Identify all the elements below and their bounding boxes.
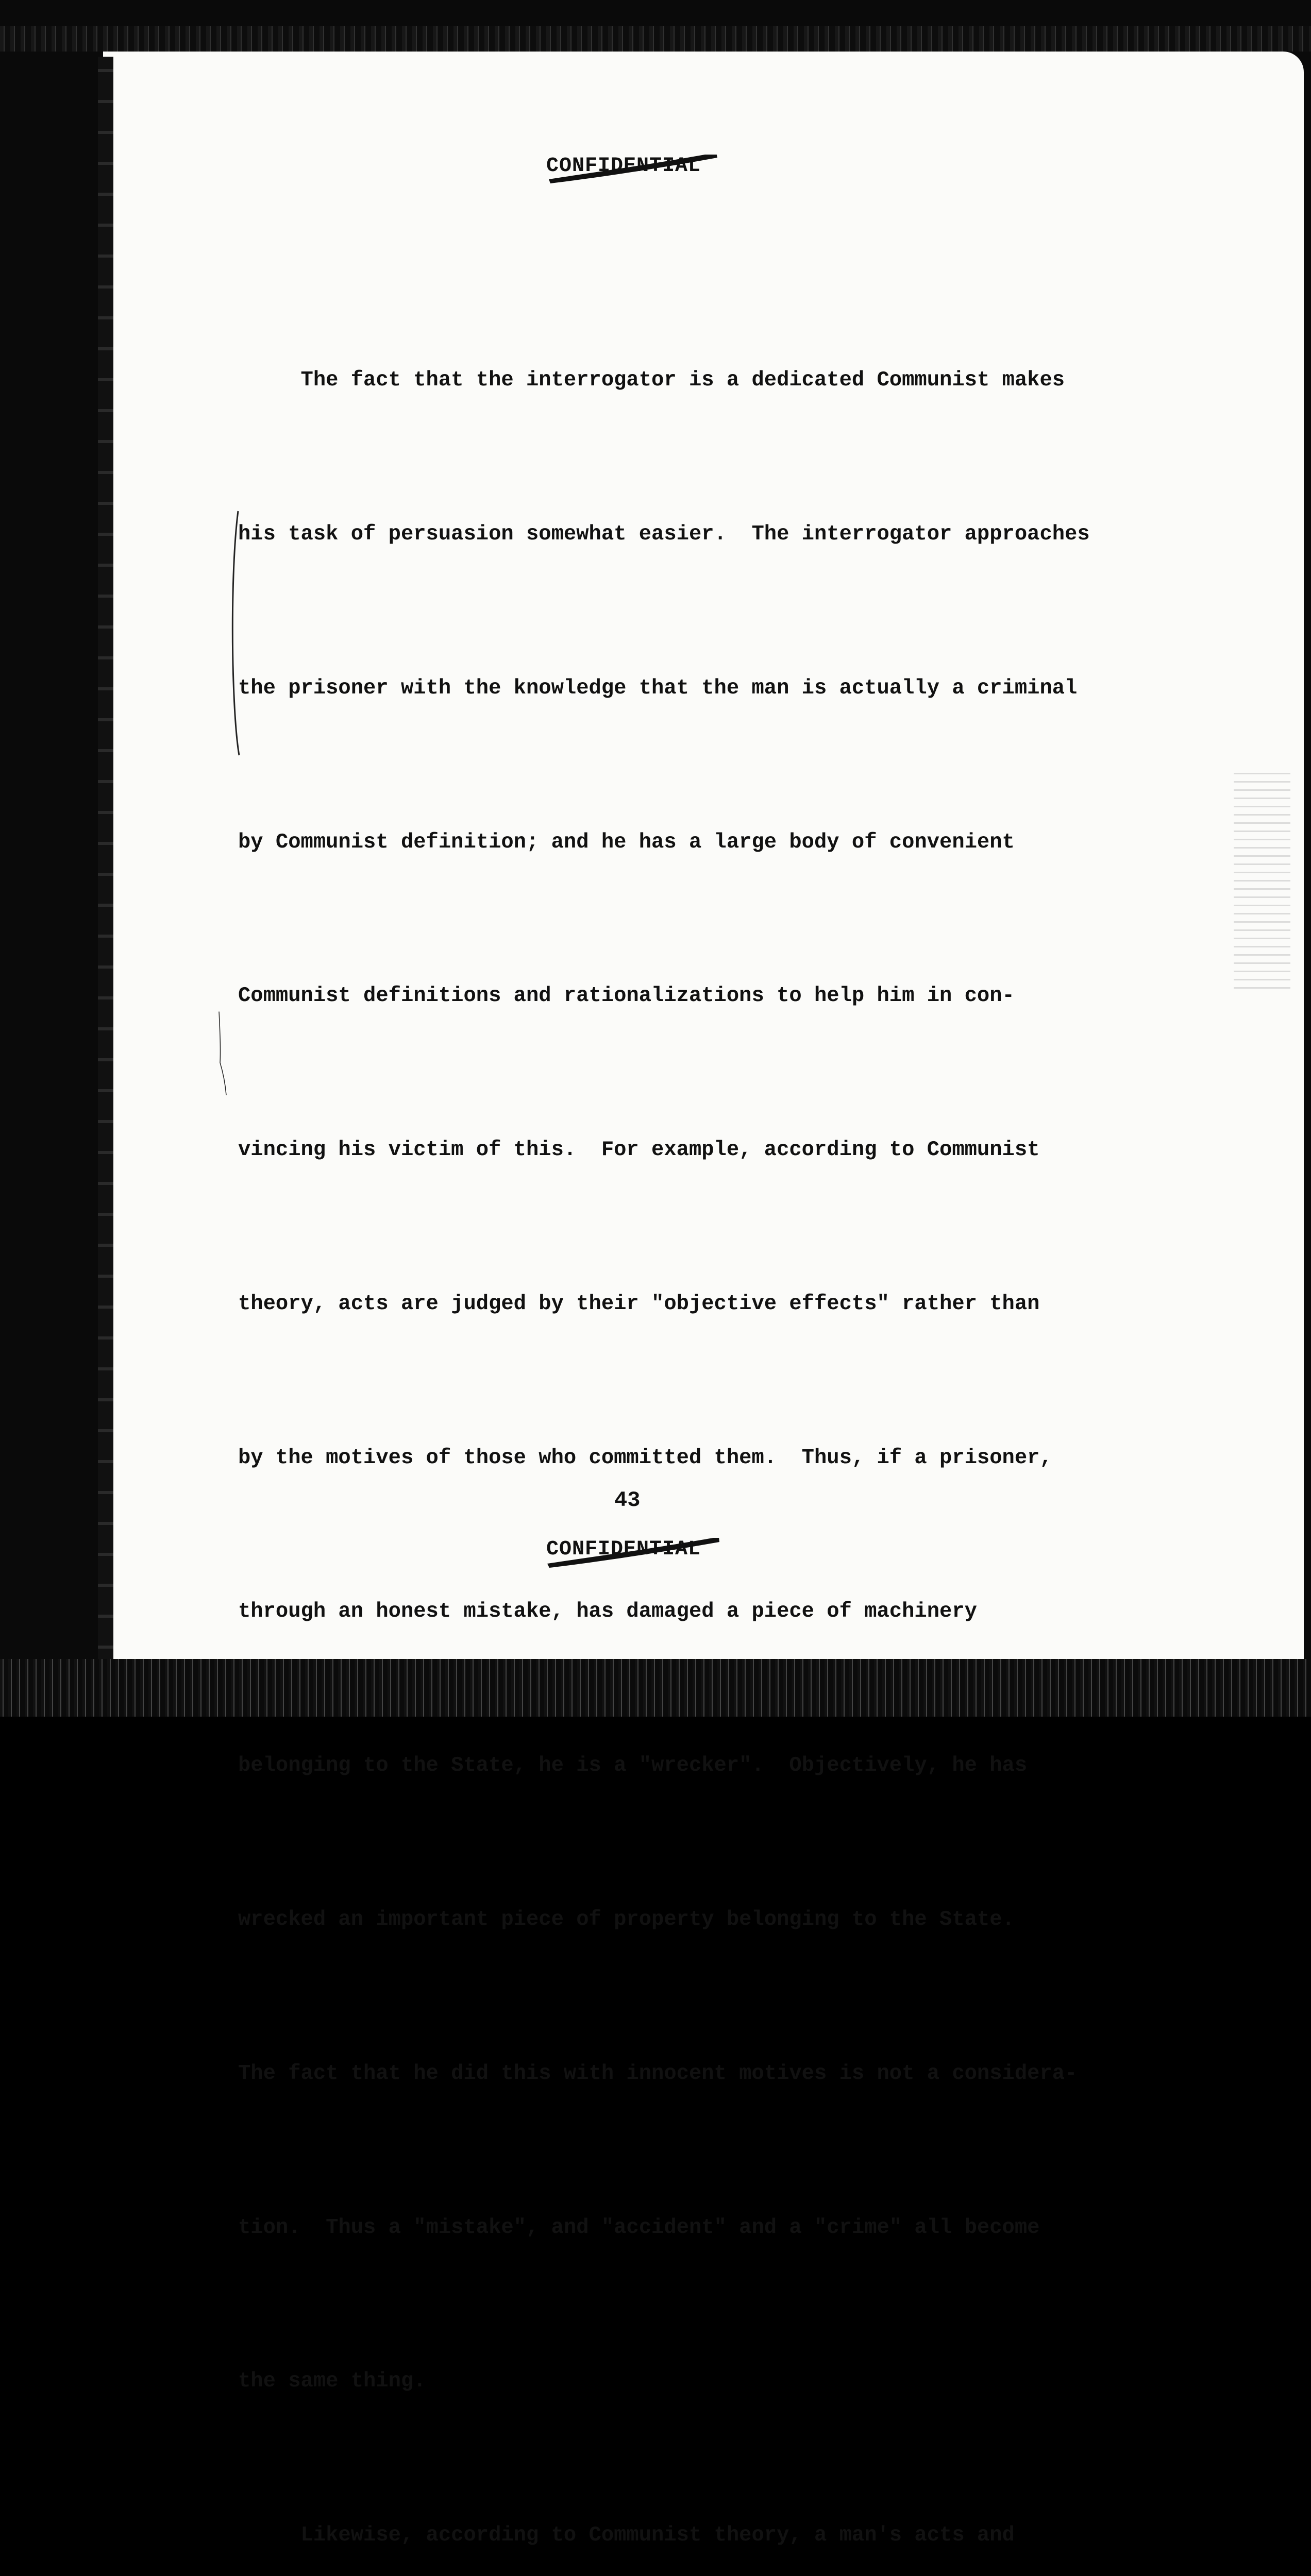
body-line: The fact that the interrogator is a dedicated Communist makes bbox=[238, 368, 1065, 393]
scan-speckle bbox=[1234, 773, 1290, 989]
body-line: Likewise, according to Communist theory, a man's acts and bbox=[238, 2523, 1015, 2548]
body-line: vincing his victim of this. For example, according to Communist bbox=[238, 1138, 1040, 1162]
margin-bracket-mark bbox=[231, 510, 241, 757]
scan-left-edge bbox=[98, 57, 113, 1659]
body-line: the same thing. bbox=[238, 2369, 426, 2394]
body-text bbox=[238, 252, 1130, 2576]
scan-bottom-edge bbox=[0, 1659, 1311, 1717]
header-strike-mark bbox=[546, 155, 721, 185]
header-classification bbox=[546, 155, 711, 178]
margin-bracket-mark-2 bbox=[217, 969, 228, 1139]
page-number: 43 bbox=[614, 1488, 641, 1513]
body-line: by Communist definition; and he has a large body of convenient bbox=[238, 830, 1015, 854]
body-line: his task of persuasion somewhat easier. The interrogator approaches bbox=[238, 522, 1090, 546]
body-line: belonging to the State, he is a "wrecker". Objectively, he has bbox=[238, 1754, 1028, 1778]
header-classification-text: CONFIDENTIAL bbox=[546, 155, 701, 178]
body-line: the prisoner with the knowledge that the man is actually a criminal bbox=[238, 676, 1078, 700]
body-line: The fact that he did this with innocent motives is not a considera- bbox=[238, 2061, 1078, 2086]
footer-classification bbox=[546, 1538, 711, 1561]
footer-strike-mark bbox=[546, 1538, 721, 1569]
body-line: through an honest mistake, has damaged a piece of machinery bbox=[238, 1600, 977, 1624]
scan-top-edge bbox=[0, 26, 1311, 52]
body-line: theory, acts are judged by their "objective effects" rather than bbox=[238, 1292, 1040, 1316]
body-line: tion. Thus a "mistake", and "accident" and a "crime" all become bbox=[238, 2215, 1040, 2240]
body-line: wrecked an important piece of property belonging to the State. bbox=[238, 1908, 1015, 1931]
footer-classification-text: CONFIDENTIAL bbox=[546, 1538, 701, 1561]
body-line: by the motives of those who committed them. Thus, if a prisoner, bbox=[238, 1446, 1052, 1470]
body-line: Communist definitions and rationalizations to help him in con- bbox=[238, 984, 1015, 1008]
